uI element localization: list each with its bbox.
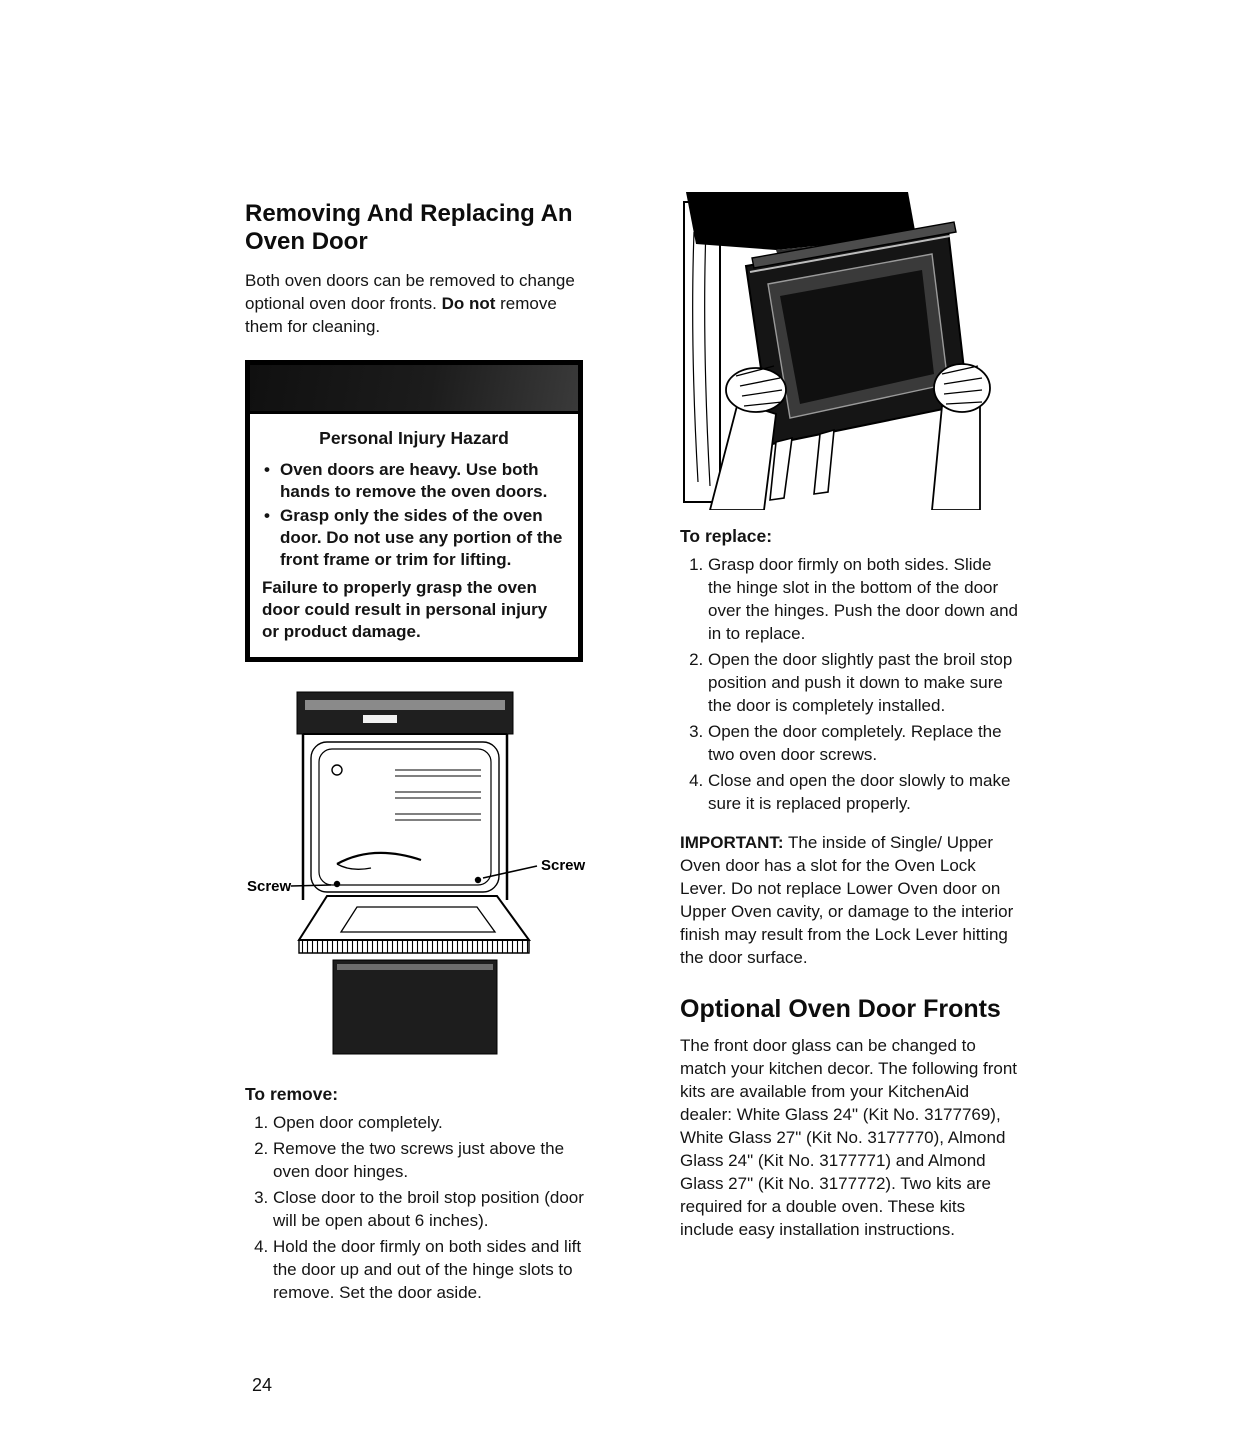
important-paragraph: [680, 831, 1018, 969]
warning-content: [250, 414, 578, 657]
warning-header-bar: [250, 365, 578, 414]
right-column: [680, 192, 1018, 1241]
to-remove-step: 2. Remove the two screws just above the oven door hinges.: [273, 1137, 585, 1183]
page-number: 24: [252, 1375, 273, 1395]
to-replace-step: 2. Open the door slightly past the broil stop position and push it down to make sure the door is completely installed.: [708, 648, 1018, 717]
to-remove-heading: To remove:: [245, 1083, 339, 1104]
door-removal-illustration: [680, 192, 1018, 510]
oven-diagram-drawing: [245, 688, 590, 1060]
intro-paragraph: [245, 269, 585, 338]
intro-text-2: remove them for cleaning.: [245, 293, 557, 336]
important-label: IMPORTANT:: [680, 833, 784, 852]
warning-bullet: • Grasp only the sides of the oven door. Do not use any portion of the front frame or trim for lifting.: [262, 505, 566, 571]
to-remove-step: 4. Hold the door firmly on both sides and lift the door up and out of the hinge slots to remove. Set the door aside.: [273, 1235, 585, 1304]
to-replace-heading: To replace:: [680, 526, 773, 546]
warning-footer: Failure to properly grasp the oven door could result in personal injury or product damage.: [262, 577, 548, 641]
warning-box: [245, 360, 583, 662]
intro-text-1: Both oven doors can be removed to change optional oven door fronts.: [245, 270, 575, 313]
warning-title: Personal Injury Hazard: [319, 427, 509, 448]
heading-removing-replacing: Removing And Replacing An Oven Door: [245, 200, 573, 255]
door-removal-drawing: [680, 192, 1018, 510]
important-text: The inside of Single/ Upper Oven door has a slot for the Oven Lock Lever. Do not replace Lower Oven door on Upper Oven cavity, or damage to the interior finish may result from the Lock Lever hitting the door surface.: [680, 833, 1014, 967]
to-replace-step: 1. Grasp door firmly on both sides. Slide the hinge slot in the bottom of the door over the hinges. Push the door down and in to replace.: [708, 553, 1018, 645]
screw-label-right: Screw: [541, 856, 586, 874]
to-remove-step: 3. Close door to the broil stop position (door will be open about 6 inches).: [273, 1186, 585, 1232]
warning-bullet: • Oven doors are heavy. Use both hands to remove the oven doors.: [262, 459, 566, 503]
screw-label-left: Screw: [247, 877, 292, 895]
left-column: [245, 200, 585, 1307]
oven-door-diagram: [245, 688, 590, 1060]
heading-optional-fronts: Optional Oven Door Fronts: [680, 995, 1001, 1023]
optional-fronts-paragraph: The front door glass can be changed to match your kitchen decor. The following front kits are available from your KitchenAid dealer: White Glass 24" (Kit No. 3177769), White Glass 27" (Kit No. 3177770), Almond Glass 24" (Kit No. 3177771) and Almond Glass 27" (Kit No. 3177772). Two kits are required for a double oven. These kits include easy installation instructions.: [680, 1035, 1018, 1239]
intro-bold-do-not: Do not: [441, 293, 496, 313]
to-replace-step: 4. Close and open the door slowly to make sure it is replaced properly.: [708, 769, 1018, 815]
to-replace-step: 3. Open the door completely. Replace the two oven door screws.: [708, 720, 1018, 766]
warning-bullet-list: [262, 459, 566, 571]
to-remove-list: [245, 1111, 585, 1304]
to-remove-step: 1. Open door completely.: [273, 1111, 585, 1134]
to-replace-list: [680, 553, 1018, 815]
